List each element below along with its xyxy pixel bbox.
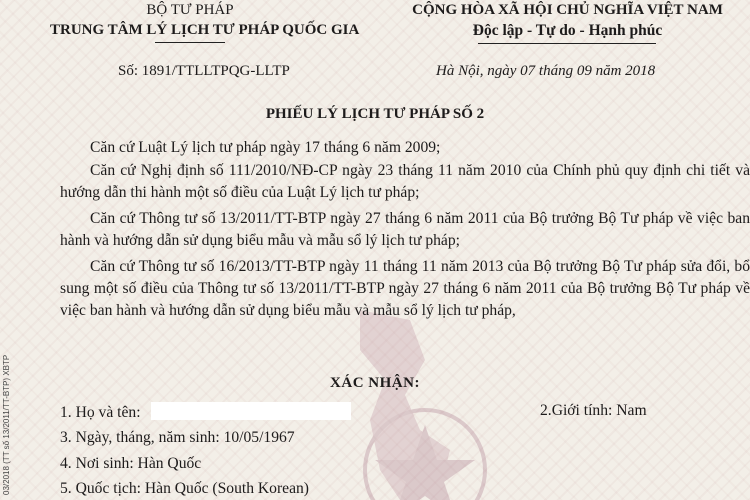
field-nationality: 5. Quốc tịch: Hàn Quốc (South Korean) — [60, 480, 310, 497]
field-date-of-birth: 3. Ngày, tháng, năm sinh: 10/05/1967 — [60, 429, 295, 446]
watermark-emblem-icon — [300, 300, 600, 500]
confirm-heading: XÁC NHẬN: — [330, 375, 420, 391]
ministry-name: BỘ TƯ PHÁP — [146, 2, 234, 18]
legal-basis-4: Căn cứ Thông tư số 16/2013/TT-BTP ngày 11 tháng 11 năm 2013 của Bộ trưởng Bộ Tư pháp sửa đổi, bổ sung một số điều của Thông tư số 13/2011/TT-BTP ngày 27 tháng 6 năm 2011 của Bộ trưởng Bộ Tư pháp về việc ban hành và hướng dẫn sử dụng biểu mẫu và mẫu sổ lý lịch tư pháp, — [60, 258, 750, 319]
legal-basis-3: Căn cứ Thông tư số 13/2011/TT-BTP ngày 27 tháng 6 năm 2011 của Bộ trưởng Bộ Tư pháp về việc ban hành và hướng dẫn sử dụng biểu mẫu và mẫu sổ lý lịch tư pháp; — [60, 210, 750, 249]
left-header-underline — [155, 42, 225, 43]
form-code-note: 03/2018 (TT số 13/2011/TT-BTP) XBTP — [2, 354, 11, 495]
place-and-date: Hà Nội, ngày 07 tháng 09 năm 2018 — [436, 63, 656, 79]
legal-basis-1: Căn cứ Luật Lý lịch tư pháp ngày 17 tháng 6 năm 2009; — [90, 139, 441, 156]
legal-basis-2: Căn cứ Nghị định số 111/2010/NĐ-CP ngày 23 tháng 11 năm 2010 của Chính phủ quy định chi tiết và hướng dẫn thi hành một số điều của Luật Lý lịch tư pháp; — [60, 162, 750, 201]
national-title: CỘNG HÒA XÃ HỘI CHỦ NGHĨA VIỆT NAM — [412, 2, 723, 18]
motto-underline — [478, 43, 656, 44]
issuing-center: TRUNG TÂM LÝ LỊCH TƯ PHÁP QUỐC GIA — [50, 22, 360, 38]
document-title: PHIẾU LÝ LỊCH TƯ PHÁP SỐ 2 — [265, 106, 485, 122]
field-gender: 2.Giới tính: Nam — [540, 402, 647, 419]
field-birthplace: 4. Nơi sinh: Hàn Quốc — [60, 455, 202, 472]
national-motto: Độc lập - Tự do - Hạnh phúc — [472, 22, 663, 39]
redacted-name — [151, 402, 351, 420]
document-number: Số: 1891/TTLLTPQG-LLTP — [118, 63, 290, 79]
field-name — [60, 402, 351, 422]
name-label: 1. Họ và tên: — [60, 404, 141, 421]
